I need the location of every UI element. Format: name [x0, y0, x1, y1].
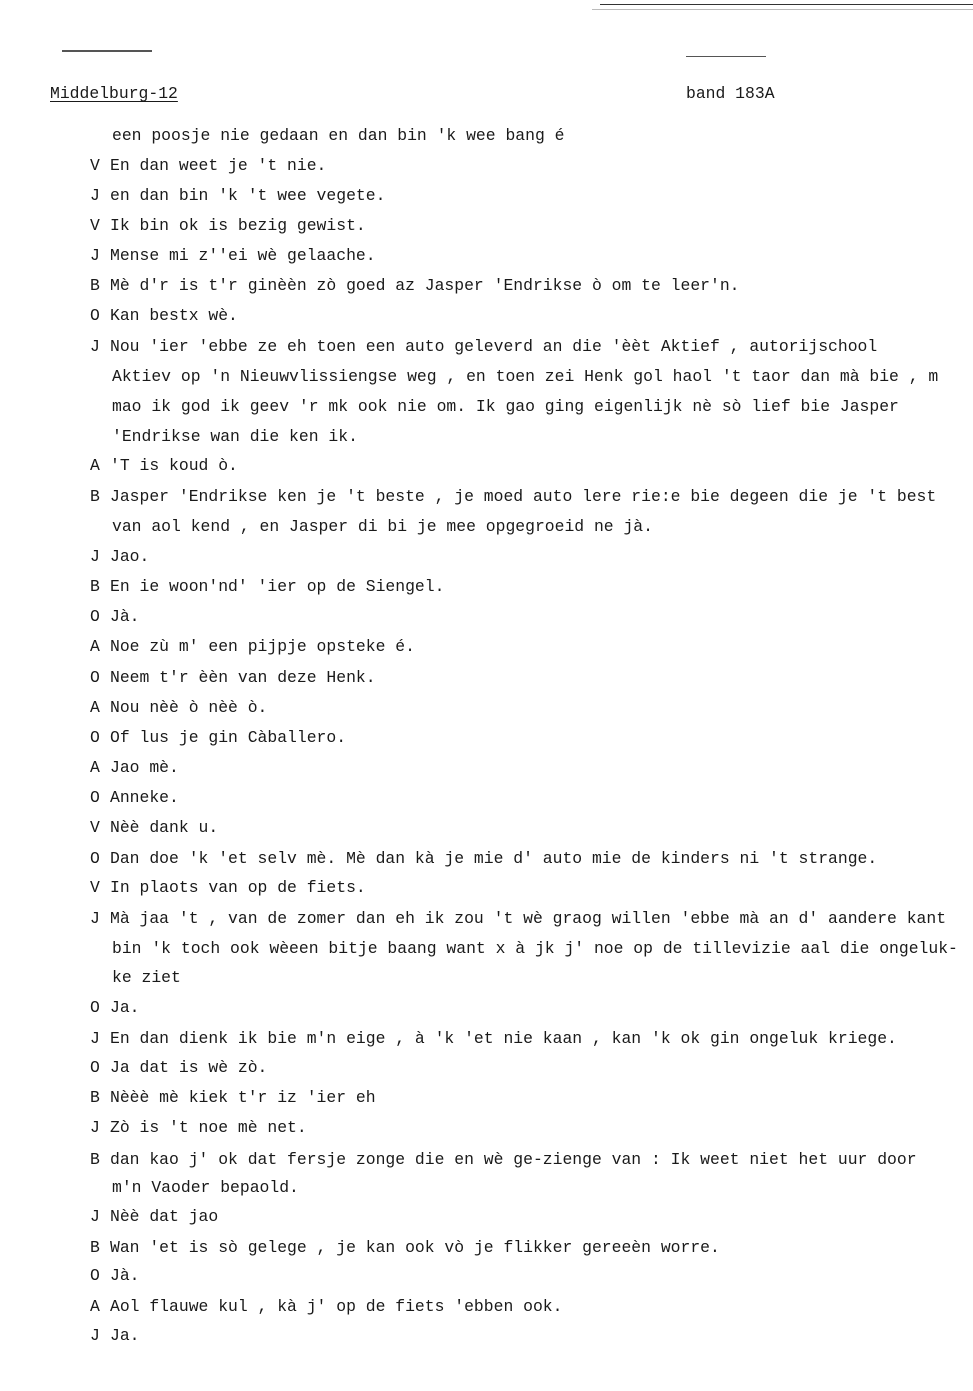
speaker-label: J: [90, 547, 100, 566]
speaker-label: V: [90, 216, 100, 235]
speaker-label: J: [90, 1118, 100, 1137]
speaker-label: O: [90, 728, 100, 747]
transcript-line: Ja.: [110, 998, 140, 1017]
speaker-label: A: [90, 637, 100, 656]
transcript-line: Jao mè.: [110, 758, 179, 777]
transcript-line: Aol flauwe kul , kà j' op de fiets 'ebben ook.: [110, 1297, 563, 1316]
transcript-line: Neem t'r èèn van deze Henk.: [110, 668, 376, 687]
transcript-line: dan kao j' ok dat fersje zonge die en wè ge-zienge van : Ik weet niet het uur door: [110, 1150, 917, 1169]
top-rule: [600, 4, 973, 5]
transcript-line: Jao.: [110, 547, 150, 566]
speaker-label: O: [90, 998, 100, 1017]
transcript-line: Nou 'ier 'ebbe ze eh toen een auto geleverd an die 'èèt Aktief , autorijschool: [110, 337, 878, 356]
page-header-tape: band 183A: [686, 84, 775, 103]
speaker-label: A: [90, 698, 100, 717]
transcript-line: Ik bin ok is bezig gewist.: [110, 216, 366, 235]
top-rule-faint: [592, 9, 973, 10]
speaker-label: O: [90, 849, 100, 868]
transcript-continuation: 'Endrikse wan die ken ik.: [112, 427, 358, 446]
speaker-label: O: [90, 788, 100, 807]
transcript-continuation: ke ziet: [112, 968, 181, 987]
speaker-label: O: [90, 607, 100, 626]
transcript-line: Zò is 't noe mè net.: [110, 1118, 307, 1137]
speaker-label: B: [90, 1150, 100, 1169]
speaker-label: O: [90, 306, 100, 325]
transcript-continuation: Aktiev op 'n Nieuwvlissiengse weg , en toen zei Henk gol haol 't taor dan mà bie , m: [112, 367, 939, 386]
transcript-line: En dan dienk ik bie m'n eige , à 'k 'et nie kaan , kan 'k ok gin ongeluk kriege.: [110, 1029, 897, 1048]
speaker-label: A: [90, 758, 100, 777]
transcript-line: Nèè dank u.: [110, 818, 219, 837]
speaker-label: O: [90, 1058, 100, 1077]
transcript-line: Jà.: [110, 1266, 140, 1285]
transcript-line: Kan bestx wè.: [110, 306, 238, 325]
transcript-line: In plaots van op de fiets.: [110, 878, 366, 897]
transcript-line: Dan doe 'k 'et selv mè. Mè dan kà je mie d' auto mie de kinders ni 't strange.: [110, 849, 878, 868]
transcript-line: 'T is koud ò.: [110, 456, 238, 475]
transcript-continuation: mao ik god ik geev 'r mk ook nie om. Ik gao ging eigenlijk nè sò lief bie Jasper: [112, 397, 899, 416]
speaker-label: B: [90, 487, 100, 506]
transcript-line: Jasper 'Endrikse ken je 't beste , je moed auto lere rie:e bie degeen die je 't best: [110, 487, 937, 506]
speaker-label: V: [90, 878, 100, 897]
speaker-label: J: [90, 1207, 100, 1226]
transcript-line: Mense mi z''ei wè gelaache.: [110, 246, 376, 265]
speaker-label: V: [90, 156, 100, 175]
speaker-label: V: [90, 818, 100, 837]
speaker-label: B: [90, 1238, 100, 1257]
transcript-line: Noe zù m' een pijpje opsteke é.: [110, 637, 415, 656]
speaker-label: B: [90, 276, 100, 295]
transcript-continuation: van aol kend , en Jasper di bi je mee opgegroeid ne jà.: [112, 517, 653, 536]
speaker-label: J: [90, 1029, 100, 1048]
transcript-line: Nèè dat jao: [110, 1207, 219, 1226]
transcript-line: Jà.: [110, 607, 140, 626]
speaker-label: O: [90, 668, 100, 687]
transcript-line: En ie woon'nd' 'ier op de Siengel.: [110, 577, 445, 596]
speaker-label: J: [90, 337, 100, 356]
transcript-line: Ja dat is wè zò.: [110, 1058, 268, 1077]
speaker-label: J: [90, 1326, 100, 1345]
speaker-label: J: [90, 186, 100, 205]
transcript-line: Nou nèè ò nèè ò.: [110, 698, 268, 717]
transcript-continuation: m'n Vaoder bepaold.: [112, 1178, 299, 1197]
transcript-line: Ja.: [110, 1326, 140, 1345]
speaker-label: B: [90, 577, 100, 596]
speaker-label: O: [90, 1266, 100, 1285]
transcript-line: Anneke.: [110, 788, 179, 807]
page-header-location: Middelburg-12: [50, 84, 178, 103]
scan-mark-right: [686, 56, 766, 57]
speaker-label: J: [90, 246, 100, 265]
speaker-label: A: [90, 1297, 100, 1316]
transcript-line: Mà jaa 't , van de zomer dan eh ik zou 't wè graog willen 'ebbe mà an d' aandere kant: [110, 909, 947, 928]
transcript-line: Nèèè mè kiek t'r iz 'ier eh: [110, 1088, 376, 1107]
transcript-line: En dan weet je 't nie.: [110, 156, 327, 175]
speaker-label: A: [90, 456, 100, 475]
transcript-line: Of lus je gin Càballero.: [110, 728, 347, 747]
speaker-label: B: [90, 1088, 100, 1107]
scan-mark-left: [62, 50, 152, 52]
speaker-label: J: [90, 909, 100, 928]
transcript-line: Wan 'et is sò gelege , je kan ook vò je flikker gereeèn worre.: [110, 1238, 720, 1257]
transcript-continuation: een poosje nie gedaan en dan bin 'k wee bang é: [112, 126, 565, 145]
transcript-line: Mè d'r is t'r ginèèn zò goed az Jasper 'Endrikse ò om te leer'n.: [110, 276, 740, 295]
transcript-continuation: bin 'k toch ook wèeen bitje baang want x à jk j' noe op de tillevizie aal die ongeluk-: [112, 939, 958, 958]
transcript-line: en dan bin 'k 't wee vegete.: [110, 186, 386, 205]
